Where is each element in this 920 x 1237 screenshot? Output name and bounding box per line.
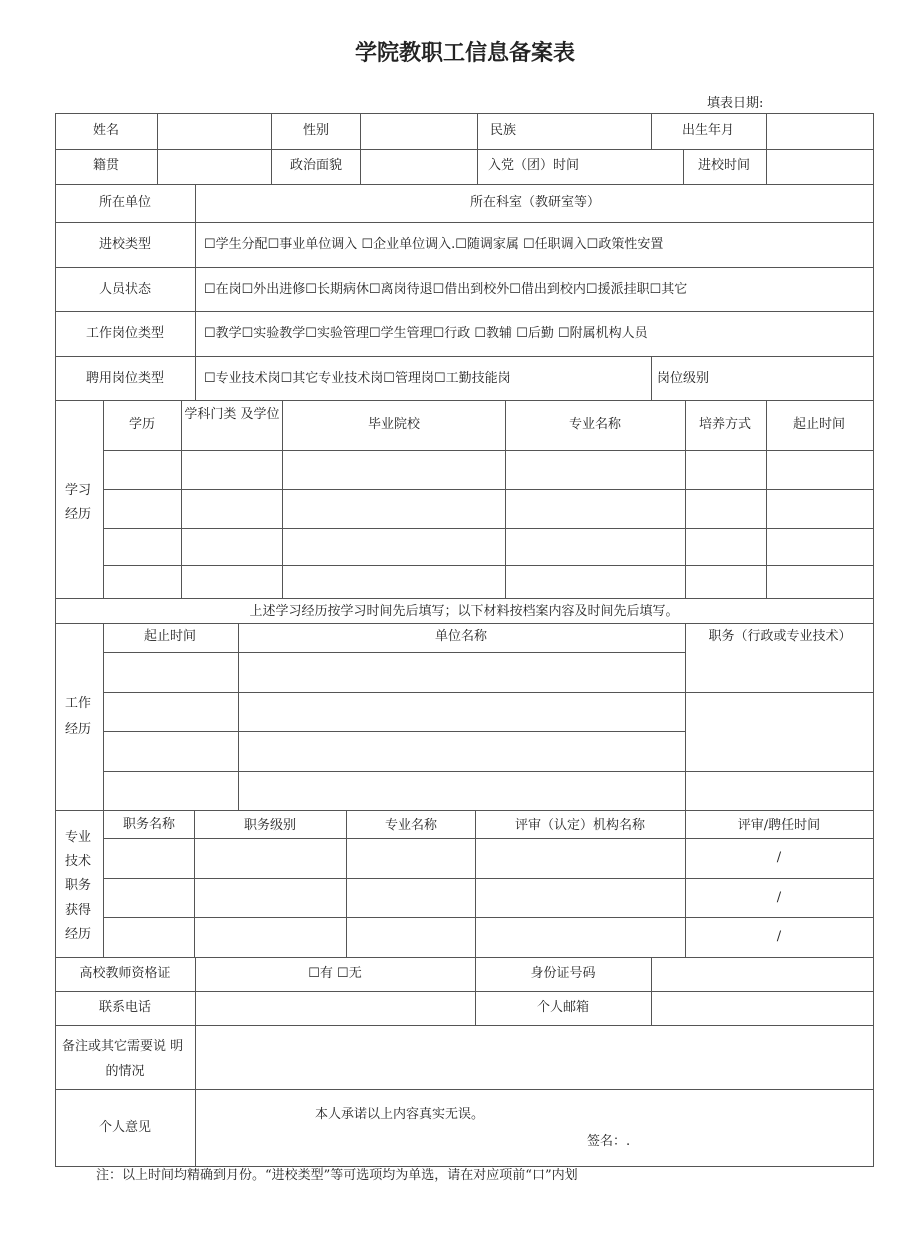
tech-header: 评审/聘任时间 bbox=[737, 818, 821, 833]
tech-header: 专业名称 bbox=[384, 818, 438, 833]
entry-type-options[interactable]: ☐学生分配☐事业单位调入 ☐企业单位调入.☐随调家属 ☐任职调入☐政策性安置 bbox=[204, 237, 664, 252]
study-label-2: 经历 bbox=[65, 507, 92, 522]
entry-time-label: 进校时间 bbox=[697, 158, 751, 173]
entry-type-label: 进校类型 bbox=[98, 237, 152, 252]
email-field[interactable] bbox=[652, 992, 873, 1025]
study-header: 学历 bbox=[128, 417, 156, 432]
work-header: 单位名称 bbox=[434, 629, 488, 644]
post-level-label: 岗位级别 bbox=[657, 371, 710, 386]
post-type-label: 工作岗位类型 bbox=[85, 326, 165, 341]
fill-date-label: 填表日期: bbox=[707, 96, 764, 111]
status-options[interactable]: ☐在岗☐外出进修☐长期病休☐离岗待退☐借出到校外☐借出到校内☐援派挂职☐其它 bbox=[204, 282, 688, 297]
study-header: 学科门类 及学位 bbox=[184, 407, 280, 422]
tech-label: 获得 bbox=[65, 903, 92, 918]
cert-label: 高校教师资格证 bbox=[79, 966, 171, 981]
post-type-options[interactable]: ☐教学☐实验教学☐实验管理☐学生管理☐行政 ☐教辅 ☐后勤 ☐附属机构人员 bbox=[204, 326, 648, 341]
remarks-field[interactable] bbox=[196, 1026, 873, 1089]
work-label-2: 经历 bbox=[65, 722, 92, 737]
political-field[interactable] bbox=[361, 150, 476, 184]
cert-options[interactable]: ☐有 ☐无 bbox=[308, 966, 362, 981]
work-label-1: 工作 bbox=[65, 696, 92, 711]
name-label: 姓名 bbox=[92, 123, 120, 138]
date-slash: / bbox=[776, 929, 782, 944]
tech-header: 职务级别 bbox=[243, 818, 297, 833]
unit-label: 所在单位 bbox=[98, 195, 152, 210]
signature-label[interactable]: 签名：. bbox=[587, 1134, 631, 1149]
footnote: 注：以上时间均精确到月份。“进校类型”等可选项均为单选，请在对应项前“口”内划 bbox=[96, 1168, 578, 1183]
phone-label: 联系电话 bbox=[98, 1000, 152, 1015]
birth-label: 出生年月 bbox=[681, 123, 735, 138]
gender-label: 性别 bbox=[302, 123, 330, 138]
phone-field[interactable] bbox=[196, 992, 475, 1025]
email-label: 个人邮箱 bbox=[536, 1000, 590, 1015]
department-label[interactable]: 所在科室（教研室等） bbox=[469, 195, 601, 210]
id-label: 身份证号码 bbox=[530, 966, 596, 981]
native-place-label: 籍贯 bbox=[92, 158, 120, 173]
mid-note: 上述学习经历按学习时间先后填写；以下材料按档案内容及时间先后填写。 bbox=[249, 604, 679, 619]
opinion-label: 个人意见 bbox=[98, 1120, 152, 1135]
name-field[interactable] bbox=[158, 114, 270, 149]
study-label-1: 学习 bbox=[65, 483, 92, 498]
remarks-label-2: 的情况 bbox=[105, 1064, 145, 1079]
hire-type-label: 聘用岗位类型 bbox=[85, 371, 165, 386]
study-header: 起止时间 bbox=[792, 417, 846, 432]
work-header: 起止时间 bbox=[143, 629, 197, 644]
tech-header: 职务名称 bbox=[122, 817, 176, 832]
remarks-label-1: 备注或其它需要说 明 bbox=[62, 1039, 184, 1054]
id-field[interactable] bbox=[652, 958, 873, 991]
date-slash: / bbox=[776, 850, 782, 865]
page-title: 学院教职工信息备案表 bbox=[354, 41, 576, 66]
date-slash: / bbox=[776, 890, 782, 905]
gender-field[interactable] bbox=[361, 114, 476, 149]
status-label: 人员状态 bbox=[98, 282, 152, 297]
study-header: 培养方式 bbox=[698, 417, 752, 432]
entry-time-field[interactable] bbox=[767, 150, 873, 184]
work-header: 职务（行政或专业技术） bbox=[708, 629, 852, 644]
ethnicity-label: 民族 bbox=[490, 123, 517, 138]
tech-header: 评审（认定）机构名称 bbox=[514, 818, 646, 833]
native-place-field[interactable] bbox=[158, 150, 270, 184]
study-header: 专业名称 bbox=[568, 417, 622, 432]
tech-label: 职务 bbox=[65, 878, 92, 893]
political-label: 政治面貌 bbox=[289, 158, 343, 173]
study-header: 毕业院校 bbox=[367, 417, 421, 432]
party-time-field[interactable] bbox=[600, 150, 682, 184]
hire-type-options[interactable]: ☐专业技术岗☐其它专业技术岗☐管理岗☐工勤技能岗 bbox=[204, 371, 511, 386]
tech-label: 经历 bbox=[65, 927, 92, 942]
party-time-label: 入党（团）时间 bbox=[488, 158, 580, 173]
tech-label: 技术 bbox=[65, 854, 92, 869]
tech-label: 专业 bbox=[65, 830, 92, 845]
ethnicity-field[interactable] bbox=[548, 114, 650, 149]
birth-field[interactable] bbox=[767, 114, 873, 149]
promise-text: 本人承诺以上内容真实无误。 bbox=[315, 1107, 485, 1122]
